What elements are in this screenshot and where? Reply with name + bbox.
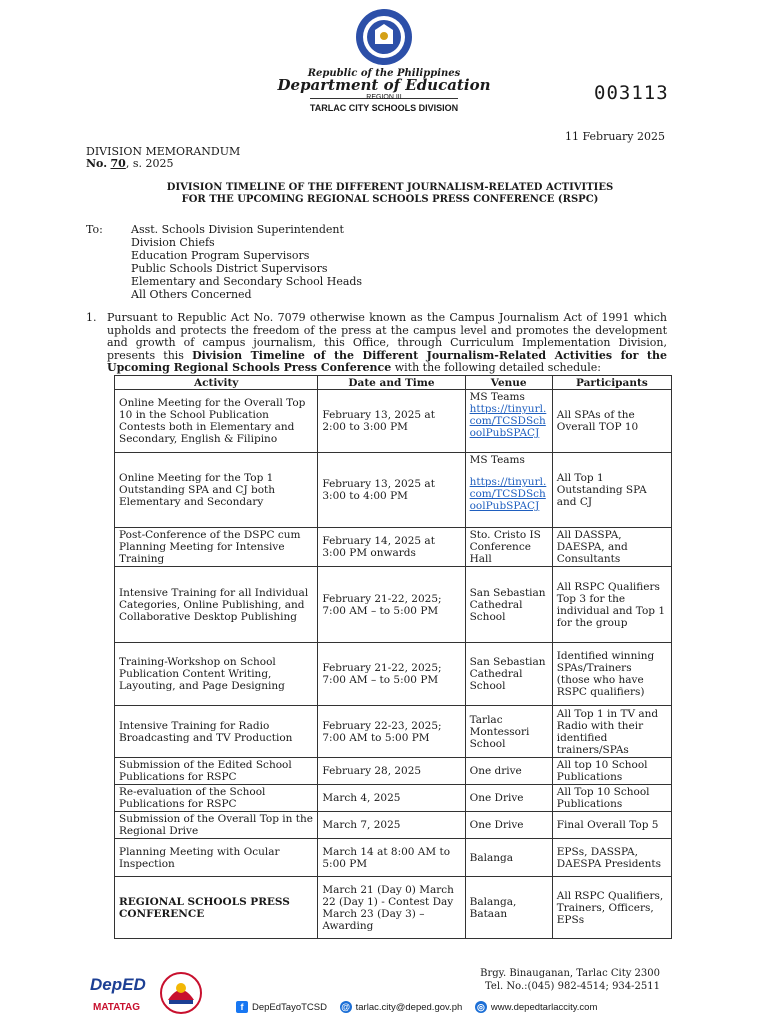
venue-cell: Sto. Cristo IS Conference Hall	[465, 528, 552, 567]
schedule-table	[114, 375, 672, 939]
division-line: TARLAC CITY SCHOOLS DIVISION	[309, 103, 459, 113]
activity-cell: Training-Workshop on School Publication Content Writing, Layouting, and Page Designing	[115, 643, 318, 706]
facebook-icon: f	[236, 1001, 248, 1013]
table-row	[115, 758, 672, 785]
venue-link[interactable]: https://tinyurl.com/TCSDSchoolPubSPACJ	[469, 476, 547, 512]
table-row	[115, 390, 672, 453]
memo-no-value: 70	[110, 157, 126, 170]
participants-cell: All Top 1 in TV and Radio with their identified trainers/SPAs	[552, 706, 671, 758]
table-row	[115, 812, 672, 839]
activity-cell: Intensive Training for all Individual Categories, Online Publishing, and Collaborative Desktop Publishing	[115, 567, 318, 643]
paragraph-text-b: with the following detailed schedule:	[391, 361, 601, 374]
table-header-row	[115, 376, 672, 390]
date-cell: March 4, 2025	[318, 785, 465, 812]
venue-cell: Tarlac Montessori School	[465, 706, 552, 758]
website-url: www.depedtarlaccity.com	[490, 1001, 598, 1013]
memo-series: , s. 2025	[125, 157, 174, 170]
document-number: 003113	[594, 82, 669, 104]
table-row	[115, 528, 672, 567]
recipient-list	[131, 223, 362, 301]
venue-text: MS Teams	[469, 454, 525, 466]
participants-cell: Final Overall Top 5	[552, 812, 671, 839]
memo-date: 11 February 2025	[565, 130, 665, 143]
participants-cell: All top 10 School Publications	[552, 758, 671, 785]
department-line: Department of Education	[277, 76, 491, 94]
venue-text: MS Teams	[469, 391, 525, 403]
email-icon: @	[341, 1002, 351, 1012]
venue-cell: Balanga	[465, 839, 552, 877]
deped-seal-logo	[355, 8, 413, 66]
paragraph-text-a: Pursuant to Republic Act No. 7079 otherwise known as the Campus Journalism Act of 1991 which upholds and protects the freedom of the press at the campus level and promotes the development and growth of campus journalism, this Office, through Curriculum Implementation Division, presents this	[107, 311, 667, 362]
recipient: Asst. Schools Division Superintendent	[131, 223, 344, 236]
date-cell: February 28, 2025	[318, 758, 465, 785]
table-row	[115, 643, 672, 706]
venue-cell: Balanga, Bataan	[465, 877, 552, 939]
date-cell: March 14 at 8:00 AM to 5:00 PM	[318, 839, 465, 877]
activity-cell: Planning Meeting with Ocular Inspection	[115, 839, 318, 877]
activity-cell: Online Meeting for the Overall Top 10 in the School Publication Contests both in Elementary and Secondary, English & Filipino	[115, 390, 318, 453]
participants-cell: All Top 1 Outstanding SPA and CJ	[552, 453, 671, 528]
memo-title-line2: FOR THE UPCOMING REGIONAL SCHOOLS PRESS CONFERENCE (RSPC)	[181, 194, 599, 205]
activity-cell: Intensive Training for Radio Broadcasting and TV Production	[115, 706, 318, 758]
date-cell: March 21 (Day 0) March 22 (Day 1) - Contest Day March 23 (Day 3) – Awarding	[318, 877, 465, 939]
activity-cell: Post-Conference of the DSPC cum Planning Meeting for Intensive Training	[115, 528, 318, 567]
venue-cell: One drive	[465, 758, 552, 785]
table-row	[115, 453, 672, 528]
date-cell: February 22-23, 2025; 7:00 AM to 5:00 PM	[318, 706, 465, 758]
col-header-date: Date and Time	[318, 376, 465, 390]
date-cell: February 14, 2025 at 3:00 PM onwards	[318, 528, 465, 567]
facebook-handle: DepEdTayoTCSD	[252, 1001, 327, 1013]
col-header-participants: Participants	[552, 376, 671, 390]
recipient: Elementary and Secondary School Heads	[131, 275, 363, 288]
footer-contacts	[236, 1001, 607, 1013]
table-row	[115, 567, 672, 643]
republic-line: Republic of the Philippines	[307, 68, 461, 79]
recipient: Education Program Supervisors	[131, 249, 310, 262]
participants-cell: Identified winning SPAs/Trainers (those who have RSPC qualifiers)	[552, 643, 671, 706]
activity-cell: Submission of the Overall Top in the Regional Drive	[115, 812, 318, 839]
participants-cell: All Top 10 School Publications	[552, 785, 671, 812]
participants-cell: EPSs, DASSPA, DAESPA Presidents	[552, 839, 671, 877]
memo-number	[86, 157, 173, 170]
deped-logo: DepED	[90, 975, 146, 994]
table-row	[115, 785, 672, 812]
date-cell: February 13, 2025 at 2:00 to 3:00 PM	[318, 390, 465, 453]
venue-link[interactable]: https://tinyurl.com/TCSDSchoolPubSPACJ	[469, 403, 547, 439]
recipient: All Others Concerned	[131, 288, 252, 301]
activity-cell: Re-evaluation of the School Publications for RSPC	[115, 785, 318, 812]
memo-type: DIVISION MEMORANDUM	[86, 145, 241, 158]
venue-cell: San Sebastian Cathedral School	[465, 643, 552, 706]
col-header-activity: Activity	[115, 376, 318, 390]
globe-icon: ◎	[475, 1001, 487, 1013]
venue-cell	[465, 453, 552, 528]
address-line: Brgy. Binauganan, Tarlac City 2300	[480, 968, 660, 979]
facebook-contact[interactable]	[236, 1001, 327, 1013]
participants-cell: All RSPC Qualifiers, Trainers, Officers, EPSs	[552, 877, 671, 939]
tel-line: Tel. No.:(045) 982-4514; 934-2511	[485, 981, 660, 992]
to-label: To:	[86, 223, 103, 236]
table-row	[115, 877, 672, 939]
activity-cell: Online Meeting for the Top 1 Outstanding SPA and CJ both Elementary and Secondary	[115, 453, 318, 528]
bagong-pilipinas-logo	[160, 972, 202, 1014]
footer-address	[480, 967, 660, 993]
paragraph-text	[107, 312, 667, 375]
date-cell: February 13, 2025 at 3:00 to 4:00 PM	[318, 453, 465, 528]
table-row	[115, 839, 672, 877]
activity-cell: Submission of the Edited School Publications for RSPC	[115, 758, 318, 785]
table-row	[115, 706, 672, 758]
date-cell: March 7, 2025	[318, 812, 465, 839]
region-line: REGION III	[366, 94, 402, 101]
participants-cell: All DASSPA, DAESPA, and Consultants	[552, 528, 671, 567]
memo-title-line1: DIVISION TIMELINE OF THE DIFFERENT JOURNALISM-RELATED ACTIVITIES	[166, 182, 614, 193]
participants-cell: All RSPC Qualifiers Top 3 for the individual and Top 1 for the group	[552, 567, 671, 643]
matatag-logo: MATATAG	[93, 1002, 141, 1013]
recipient: Division Chiefs	[131, 236, 215, 249]
email-contact[interactable]	[340, 1001, 463, 1013]
venue-cell: San Sebastian Cathedral School	[465, 567, 552, 643]
date-cell: February 21-22, 2025; 7:00 AM – to 5:00 PM	[318, 643, 465, 706]
venue-cell: One Drive	[465, 785, 552, 812]
date-cell: February 21-22, 2025; 7:00 AM – to 5:00 PM	[318, 567, 465, 643]
recipient: Public Schools District Supervisors	[131, 262, 328, 275]
participants-cell: All SPAs of the Overall TOP 10	[552, 390, 671, 453]
memo-no-label: No.	[86, 157, 108, 170]
paragraph-number: 1.	[86, 311, 97, 324]
website-contact[interactable]	[475, 1001, 597, 1013]
venue-cell: One Drive	[465, 812, 552, 839]
venue-cell	[465, 390, 552, 453]
email-address: tarlac.city@deped.gov.ph	[355, 1001, 463, 1013]
paragraph-text-bold: Division Timeline of the Different Journalism-Related Activities for the Upcoming Regional Schools Press Conference	[107, 348, 667, 374]
col-header-venue: Venue	[465, 376, 552, 390]
activity-cell: REGIONAL SCHOOLS PRESS CONFERENCE	[115, 877, 318, 939]
